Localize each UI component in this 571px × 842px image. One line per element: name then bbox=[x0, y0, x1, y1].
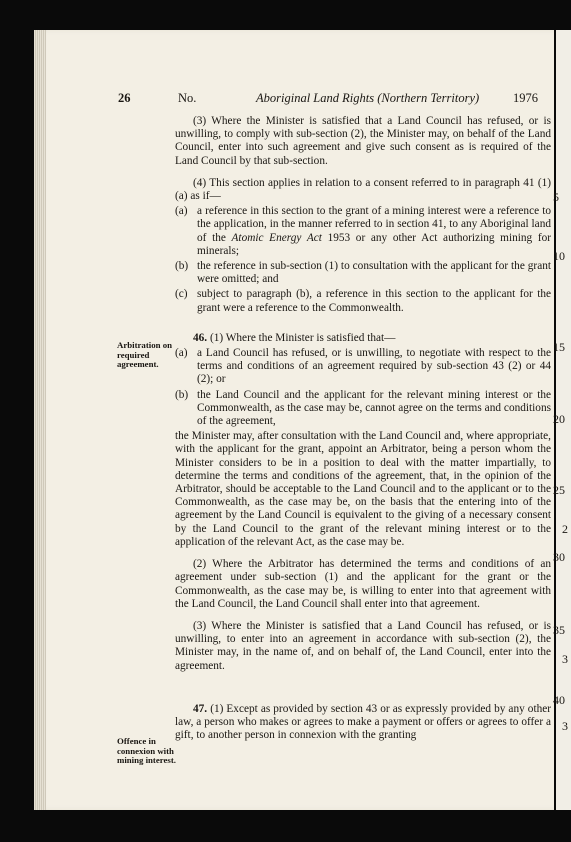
paragraph-text: a Land Council has refused, or is unwilling, to negotiate with respect to the terms and conditions of an agreement required by sub-section 43 (2) or 44 (2); or bbox=[197, 347, 551, 386]
subsection-45-4: (4) This section applies in relation to a consent referred to in paragraph 41 (1) (a) as if— bbox=[175, 176, 551, 203]
section-number: 47. bbox=[193, 702, 208, 715]
page-edge-binding bbox=[34, 30, 46, 810]
paragraph-text: 1953 or any other Act authorizing mining for minerals; bbox=[197, 231, 551, 257]
line-number: 20 bbox=[553, 412, 565, 426]
margin-fragment: 3 bbox=[562, 719, 568, 733]
body-text bbox=[175, 115, 551, 742]
running-header bbox=[118, 91, 558, 109]
sidenote-offence: Offence in connexion with mining interest. bbox=[117, 736, 176, 766]
paragraph-text: the reference in sub-section (1) to consultation with the applicant for the grant were omitted; and bbox=[197, 260, 551, 286]
subsection-46-1 bbox=[175, 332, 551, 345]
subsection-46-3: (3) Where the Minister is satisfied that a Land Council has refused, or is unwilling, to enter into an agreement in accordance with sub-section (2), the Minister may, in the name of, and on behalf of, the Land Council, enter into the agreement. bbox=[175, 619, 551, 672]
margin-fragment: 3 bbox=[562, 652, 568, 666]
line-number: 15 bbox=[553, 340, 565, 354]
line-number: 40 bbox=[553, 693, 565, 707]
paragraph-label: (c) bbox=[175, 288, 188, 301]
paragraph-45-4-a bbox=[175, 205, 551, 258]
paragraph-label: (a) bbox=[175, 347, 188, 360]
line-number: 25 bbox=[553, 483, 565, 497]
paragraph-46-1-b bbox=[175, 389, 551, 429]
act-title: Aboriginal Land Rights (Northern Territory) bbox=[256, 91, 480, 105]
subsection-45-3: (3) Where the Minister is satisfied that a Land Council has refused, or is unwilling, to comply with sub-section (2), the Minister may, on behalf of the Land Council, enter into such agreement and give such consent as is required of the Land Council by that sub-section. bbox=[175, 115, 551, 167]
act-number-label: No. bbox=[178, 91, 197, 105]
margin-fragment: 2 bbox=[562, 522, 568, 536]
page-number: 26 bbox=[118, 91, 131, 105]
subsection-text: (1) Where the Minister is satisfied that— bbox=[209, 331, 396, 344]
subsection-46-2: (2) Where the Arbitrator has determined the terms and conditions of an agreement under sub-section (1) and the applicant for the grant or the Commonwealth, as the case may be, is willing to enter into that agreement with the Land Council, the Land Council shall enter into that agreement. bbox=[175, 558, 551, 610]
paragraph-45-4-b bbox=[175, 260, 551, 286]
line-number: 35 bbox=[553, 623, 565, 637]
paragraph-text: the Land Council and the applicant for the relevant mining interest or the Commonwealth, as the case may be, cannot agree on the terms and conditions of the agreement, bbox=[197, 388, 551, 428]
subsection-text: (1) Except as provided by section 43 or as expressly provided by any other law, a person who makes or agrees to make a payment or offers or agrees to offer a gift, to another person in connexion with the granting bbox=[175, 702, 552, 742]
sidenote-arbitration: Arbitration on required agreement. bbox=[117, 340, 172, 370]
section-number: 46. bbox=[193, 331, 208, 344]
act-citation: Atomic Energy Act bbox=[231, 231, 322, 244]
paragraph-label: (b) bbox=[175, 388, 189, 401]
line-number: 30 bbox=[553, 550, 565, 564]
subsection-47-1 bbox=[175, 703, 551, 743]
act-year: 1976 bbox=[513, 91, 538, 105]
line-number: 10 bbox=[553, 249, 565, 263]
subsection-46-1-tail: the Minister may, after consultation with the Land Council and, where appropriate, with the applicant for the grant, appoint an Arbitrator, being a person whom the Minister considers to be in a position to deal with the matter impartially, to determine the terms and conditions of the agreement, that, in the opinion of the Arbitrator, should be acceptable to the Land Council and to the applicant or to the Commonwealth, as the case may be, on the basis that the entering into of the agreement by the Land Council is equivalent to the giving of a necessary consent by the Land Council to the grant of the relevant mining interest or to the application of the relevant Act, as the case may be. bbox=[175, 430, 551, 548]
paragraph-label: (a) bbox=[175, 205, 188, 218]
paragraph-label: (b) bbox=[175, 260, 189, 273]
line-number: 5 bbox=[553, 190, 559, 204]
paragraph-text: a reference in this section to the grant of a mining interest were a reference to the application, in the manner referred to in section 41, to any Aboriginal land of the bbox=[197, 205, 551, 244]
paragraph-45-4-c bbox=[175, 288, 551, 314]
paragraph-46-1-a bbox=[175, 347, 551, 387]
paragraph-text: subject to paragraph (b), a reference in this section to the applicant for the grant were a reference to the Commonwealth. bbox=[197, 288, 551, 314]
